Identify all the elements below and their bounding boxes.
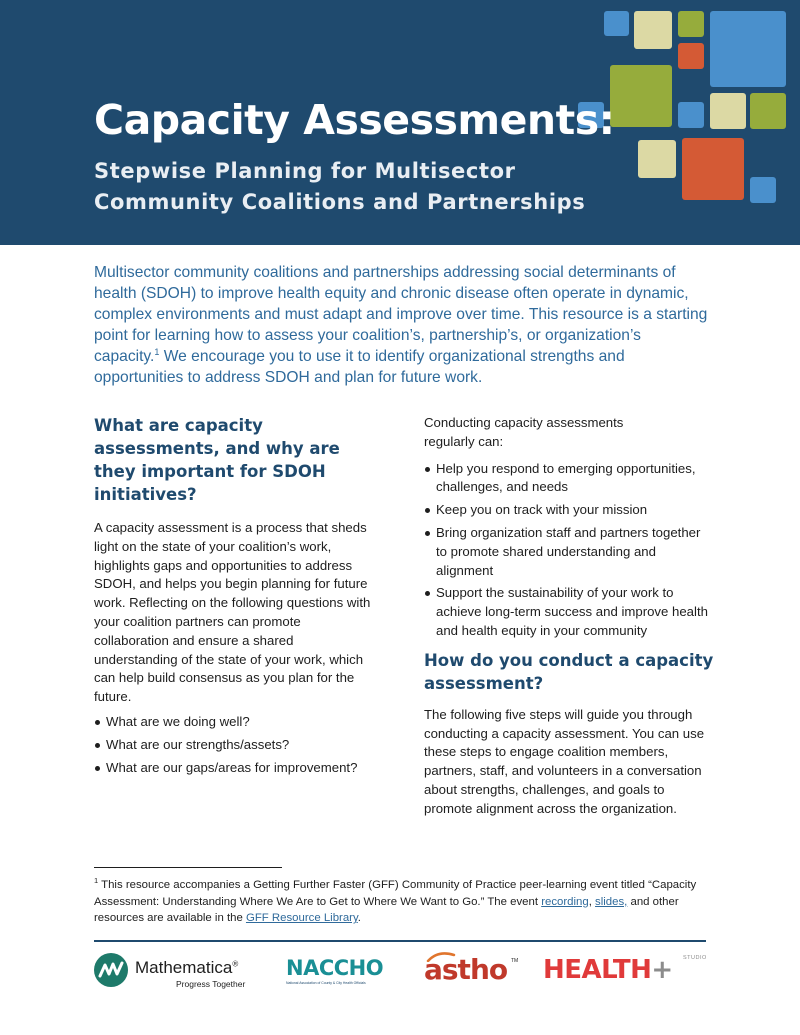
naccho-logo	[286, 956, 386, 990]
questions-list	[94, 713, 374, 777]
intro-text-continued: We encourage you to use it to identify organizational strengths and opportunities to address SDOH and plan for future work.	[94, 348, 625, 386]
mathematica-tagline: Progress Together	[176, 979, 246, 989]
mathematica-mark-icon	[94, 953, 128, 987]
mathematica-logo	[94, 952, 254, 992]
decorative-square	[638, 140, 676, 178]
page-subtitle: Stepwise Planning for Multisector Community Coalitions and Partnerships	[94, 159, 586, 214]
decorative-square	[710, 11, 786, 87]
decorative-square	[610, 65, 672, 127]
section-paragraph-how: The following five steps will guide you through conducting a capacity assessment. You can use these steps to engage coalition members, partners, staff, and volunteers in a conversation about strengths, challenges, and goals to promote alignment across the organization.	[424, 706, 705, 816]
list-item: What are our strengths/assets?	[94, 736, 374, 755]
list-item: What are we doing well?	[94, 713, 374, 732]
list-item: Support the sustainability of your work to achieve long-term success and improve health and health equity in your community	[424, 584, 714, 640]
decorative-square	[682, 138, 744, 200]
footnote-number: 1	[94, 876, 99, 886]
decorative-square	[750, 93, 786, 129]
logo-divider	[94, 940, 706, 942]
astho-tm: TM	[511, 958, 519, 964]
footnote-text: and other resources are available in the	[94, 895, 679, 925]
decorative-square	[750, 177, 776, 203]
decorative-square	[634, 11, 672, 49]
resource-library-link[interactable]: GFF Resource Library	[245, 912, 358, 925]
page-title: Capacity Assessments:	[94, 96, 615, 144]
health-studio-label: STUDIO	[683, 955, 707, 961]
health-studio-logo	[543, 955, 708, 991]
benefits-list	[424, 460, 714, 641]
list-item: Help you respond to emerging opportunities, challenges, and needs	[424, 460, 714, 498]
list-item: Bring organization staff and partners together to promote shared understanding and alignment	[424, 524, 714, 580]
footnote-divider	[94, 867, 282, 868]
astho-name: astho	[424, 953, 508, 986]
footnote-ref[interactable]: 1	[154, 346, 160, 357]
naccho-tagline: National Association of County & City Health Officials	[286, 981, 366, 985]
footnote-separator: ,	[588, 895, 596, 908]
decorative-square	[678, 102, 704, 128]
decorative-square	[678, 43, 704, 69]
health-studio-name: HEALTH+	[543, 955, 673, 985]
recording-link[interactable]: recording	[541, 895, 589, 908]
left-column	[94, 414, 374, 781]
mathematica-name: Mathematica®	[135, 958, 239, 977]
list-item: Keep you on track with your mission	[424, 501, 714, 520]
footnote	[94, 877, 714, 927]
list-item: What are our gaps/areas for improvement?	[94, 759, 374, 778]
header-banner	[0, 0, 800, 245]
section-heading-how: How do you conduct a capacity assessment?	[424, 650, 714, 693]
footnote-text: This resource accompanies a Getting Further Faster (GFF) Community of Practice peer-learning event titled “Capacity Assessment: Understanding Where We Are to Get to Where We Want to Go.” The event	[94, 879, 697, 908]
decorative-square	[678, 11, 704, 37]
intro-paragraph	[94, 262, 709, 388]
benefits-lead: Conducting capacity assessments regularly can:	[424, 415, 624, 449]
footnote-text: .	[357, 912, 361, 925]
astho-logo	[424, 950, 518, 990]
right-column	[424, 414, 714, 819]
intro-text: Multisector community coalitions and partnerships addressing social determinants of health (SDOH) to improve health equity and chronic disease often operate in dynamic, complex environments and must adapt and improve over time. This resource is a starting point for learning how to assess your coalition’s, partnership’s, or organization’s capacity.	[94, 264, 708, 365]
decorative-square	[710, 93, 746, 129]
slides-link[interactable]: slides,	[595, 895, 628, 908]
decorative-square	[604, 11, 629, 36]
section-heading-what: What are capacity assessments, and why are they important for SDOH initiatives?	[94, 416, 340, 504]
section-paragraph-what: A capacity assessment is a process that sheds light on the state of your coalition’s work, highlights gaps and opportunities to address SDOH, and helps you begin planning for future work. Reflecting on the following questions with your coalition partners can promote collaboration and ensure a shared understanding of the state of your work, which can help build consensus as you plan for the future.	[94, 520, 371, 705]
naccho-name: NACCHO	[286, 956, 384, 980]
